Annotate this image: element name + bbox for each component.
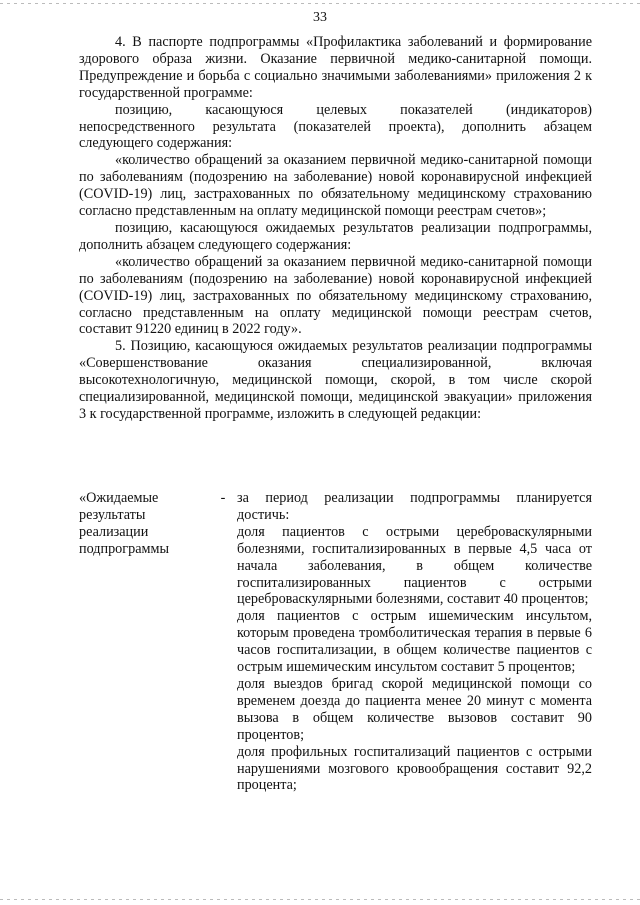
paragraph-item-4: 4. В паспорте подпрограммы «Профилактика заболеваний и формирование здорового образа жизни. Оказание первичной медико-санитарной помощи. Предупреждение и борьба с социально значимыми заболеваниями» приложения 2 к государственной программе: [79,34,592,101]
position-values [237,490,592,794]
dash-separator: - [220,490,226,506]
scan-edge-bottom [0,899,640,900]
quote-expected-result: «количество обращений за оказанием первичной медико-санитарной помощи по заболеваниям (подозрению на заболевание) новой коронавирусной инфекцией (COVID-19) лиц, застрахованных по обязательному медицинскому страхованию, согласно представленным на оплату медицинской помощи реестрам счетов, составит 91220 единиц в 2022 году». [79,253,592,338]
page-number: 33 [313,10,327,25]
value-intro: за период реализации подпрограммы планируется достичь: [237,490,592,523]
quote-indicator: «количество обращений за оказанием первичной медико-санитарной помощи по заболеваниям (подозрению на заболевание) новой коронавирусной инфекцией (COVID-19) лиц, застрахованных по обязательному медицинскому страхованию согласно представленным на оплату медицинской помощи реестрам счетов»; [79,152,592,220]
position-name: «Ожидаемые результаты реализации подпрограммы [79,490,169,557]
value-item: доля профильных госпитализаций пациентов с острыми нарушениями мозгового кровообращения составит 92,2 процента; [237,743,592,794]
paragraph-target-indicators: позицию, касающуюся целевых показателей (индикаторов) непосредственного результата (показателей проекта), дополнить абзацем следующего содержания: [79,101,592,152]
paragraph-expected-results: позицию, касающуюся ожидаемых результатов реализации подпрограммы, дополнить абзацем следующего содержания: [79,219,592,253]
value-item: доля выездов бригад скорой медицинской помощи со временем доезда до пациента менее 20 минут с момента вызова в общем количестве вызовов составит 90 процентов; [237,675,592,743]
paragraph-item-5: 5. Позицию, касающуюся ожидаемых результатов реализации подпрограммы «Совершенствование оказания специализированной, включая высокотехнологичную, медицинской помощи, скорой, в том числе скорой специализированной, медицинской помощи, медицинской эвакуации» приложения 3 к государственной программе, изложить в следующей редакции: [79,338,592,422]
document-body [79,34,592,423]
value-item: доля пациентов с острым ишемическим инсультом, которым проведена тромболитическая терапия в первые 6 часов госпитализации, в общем количестве пациентов с острым ишемическим инсультом составит 5 процентов; [237,608,592,676]
value-item: доля пациентов с острыми цереброваскулярными болезнями, госпитализированных в первые 4,5 часа от начала заболевания, в общем количестве госпитализированных пациентов с острыми цереброваскулярными болезнями, составит 40 процентов; [237,523,592,608]
scan-edge-top [0,3,640,4]
table-row [79,490,592,794]
passport-position-table [79,490,592,794]
